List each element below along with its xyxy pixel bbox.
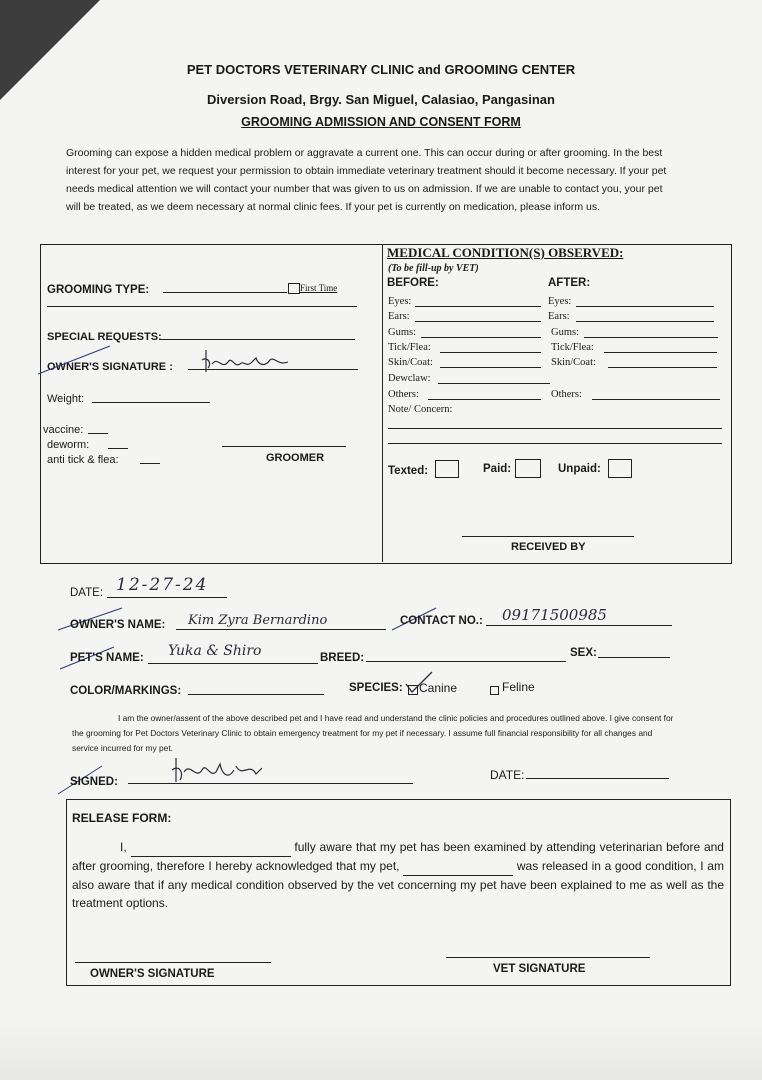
feline-checkbox[interactable] [490, 682, 499, 700]
paid-checkbox[interactable] [515, 459, 541, 478]
after-item-field[interactable] [604, 352, 717, 353]
color-markings-field[interactable] [188, 694, 324, 695]
date-label: DATE: [70, 587, 104, 599]
check-mark-stroke [36, 342, 116, 378]
box-divider [382, 244, 383, 562]
after-item-field[interactable] [576, 306, 714, 307]
paid-label: Paid: [483, 463, 512, 475]
after-item-field[interactable] [576, 321, 714, 322]
breed-field[interactable] [366, 661, 566, 662]
weight-field[interactable] [92, 402, 210, 403]
release-i: I, [120, 840, 127, 854]
release-name-field[interactable] [131, 838, 291, 857]
clinic-name: PET DOCTORS VETERINARY CLINIC and GROOMING CENTER [186, 62, 576, 77]
pet-name-label: PET'S NAME: [70, 652, 144, 664]
sex-field[interactable] [598, 657, 670, 658]
after-item-field[interactable] [592, 399, 720, 400]
first-time-checkbox[interactable] [288, 281, 300, 299]
clinic-address: Diversion Road, Brgy. San Miguel, Calasiao, Pangasinan [207, 92, 555, 107]
date2-field[interactable] [526, 778, 669, 779]
release-pet-field[interactable] [403, 857, 513, 876]
before-item-label: Eyes: [388, 296, 412, 307]
texted-checkbox[interactable] [435, 460, 459, 478]
deworm-field[interactable] [108, 448, 128, 449]
before-item-label: Gums: [388, 327, 417, 338]
before-item-label: Others: [388, 389, 419, 400]
release-title: RELEASE FORM: [72, 811, 172, 825]
anti-tick-field[interactable] [140, 463, 160, 464]
medical-subtitle: (To be fill-up by VET) [388, 263, 479, 274]
signed-signature-handwriting [170, 752, 270, 786]
before-item-label: Ears: [388, 311, 410, 322]
groomer-label: GROOMER [266, 452, 325, 464]
after-heading: AFTER: [548, 277, 591, 289]
after-item-label: Gums: [551, 327, 580, 338]
date-field[interactable] [107, 597, 227, 598]
grooming-type-field[interactable] [163, 292, 287, 293]
texted-label: Texted: [388, 465, 429, 477]
consent-text: I am the owner/assent of the above described pet and I have read and understand the clinic policies and procedures outlined above. I give consent for the grooming for Pet Doctors Veterinary Clinic to obtain emergency treatment for my pet if necessary. I assume full financial responsibility for all changes and service incurred for my pet. [72, 713, 674, 753]
release-text-1: fully aware that my pet has been examined by attending veterinarian before and after grooming, therefore I hereby acknowledged that my pet, [72, 840, 724, 873]
before-item-label: Skin/Coat: [388, 357, 433, 368]
contact-field[interactable] [486, 625, 672, 626]
signed-label: SIGNED: [70, 776, 118, 788]
before-item-field[interactable] [421, 337, 541, 338]
owner-signature-handwriting [198, 346, 298, 376]
intro-paragraph: Grooming can expose a hidden medical problem or aggravate a current one. This can occur during or after grooming. In the best interest for your pet, we request your permission to obtain immediate veterinary treatment should it become necessary. If your pet needs medical attention we will contact your number that was given to us on admission. If we are unable to contact you, your pet will be treated, as we deem necessary at normal clinic fees. If your pet is currently on medication, please inform us. [66, 147, 667, 213]
before-item-field[interactable] [438, 383, 550, 384]
canine-label: Canine [419, 681, 458, 695]
received-by-label: RECEIVED BY [511, 541, 586, 553]
species-label: SPECIES: [349, 682, 403, 694]
release-paragraph [72, 838, 724, 912]
sex-label: SEX: [570, 647, 597, 659]
pet-name-value: Yuka & Shiro [168, 643, 262, 659]
owner-name-field[interactable] [176, 629, 386, 630]
before-item-field[interactable] [428, 399, 541, 400]
after-item-field[interactable] [608, 367, 717, 368]
contact-value: 09171500985 [502, 606, 607, 624]
after-item-label: Others: [551, 389, 582, 400]
after-item-label: Tick/Flea: [551, 342, 594, 353]
before-item-label: Tick/Flea: [388, 342, 431, 353]
page-edge [0, 1020, 762, 1080]
folded-corner [0, 0, 100, 100]
special-requests-label: SPECIAL REQUESTS: [47, 331, 162, 343]
after-item-field[interactable] [584, 337, 718, 338]
grooming-type-label: GROOMING TYPE: [47, 284, 150, 296]
date-value: 12-27-24 [116, 575, 209, 595]
owner-name-label: OWNER'S NAME: [70, 619, 166, 631]
groomer-signature-field[interactable] [222, 446, 346, 447]
unpaid-label: Unpaid: [558, 463, 601, 475]
owner-signature-label: OWNER'S SIGNATURE : [47, 361, 173, 373]
release-vet-signature-field[interactable] [446, 957, 650, 958]
date2-label: DATE: [490, 768, 525, 782]
before-heading: BEFORE: [387, 277, 439, 289]
anti-tick-label: anti tick & flea: [47, 454, 119, 466]
form-title: GROOMING ADMISSION AND CONSENT FORM [241, 115, 521, 129]
received-by-field[interactable] [462, 536, 634, 537]
before-item-field[interactable] [415, 321, 541, 322]
before-item-label: Dewclaw: [388, 373, 431, 384]
special-requests-field[interactable] [160, 339, 355, 340]
note-label: Note/ Concern: [388, 404, 453, 415]
deworm-label: deworm: [47, 439, 90, 451]
vaccine-label: vaccine: [43, 424, 84, 436]
unpaid-checkbox[interactable] [608, 459, 632, 478]
pet-name-field[interactable] [148, 663, 318, 664]
after-item-label: Ears: [548, 311, 570, 322]
release-text-2: was released in a good condition, I am also aware that if any medical condition observed by the vet concerning my pet have been explained to me as well as the treatment options. [72, 859, 724, 910]
note-line-1[interactable] [388, 428, 722, 429]
grooming-type-extra-line [47, 306, 357, 307]
after-item-label: Eyes: [548, 296, 572, 307]
medical-title: MEDICAL CONDITION(S) OBSERVED: [387, 245, 624, 260]
release-owner-signature-label: OWNER'S SIGNATURE [90, 968, 215, 980]
contact-label: CONTACT NO.: [400, 615, 483, 627]
before-item-field[interactable] [415, 306, 541, 307]
breed-label: BREED: [320, 652, 365, 664]
first-time-label: First Time [300, 283, 338, 293]
color-markings-label: COLOR/MARKINGS: [70, 685, 182, 697]
note-line-2[interactable] [388, 443, 722, 444]
owner-name-value: Kim Zyra Bernardino [188, 613, 328, 628]
before-item-field[interactable] [440, 352, 541, 353]
feline-label: Feline [502, 680, 535, 694]
before-item-field[interactable] [440, 367, 541, 368]
release-owner-signature-field[interactable] [75, 962, 271, 963]
after-item-label: Skin/Coat: [551, 357, 596, 368]
vaccine-field[interactable] [88, 433, 108, 434]
weight-label: Weight: [47, 393, 85, 405]
release-vet-signature-label: VET SIGNATURE [493, 963, 586, 975]
